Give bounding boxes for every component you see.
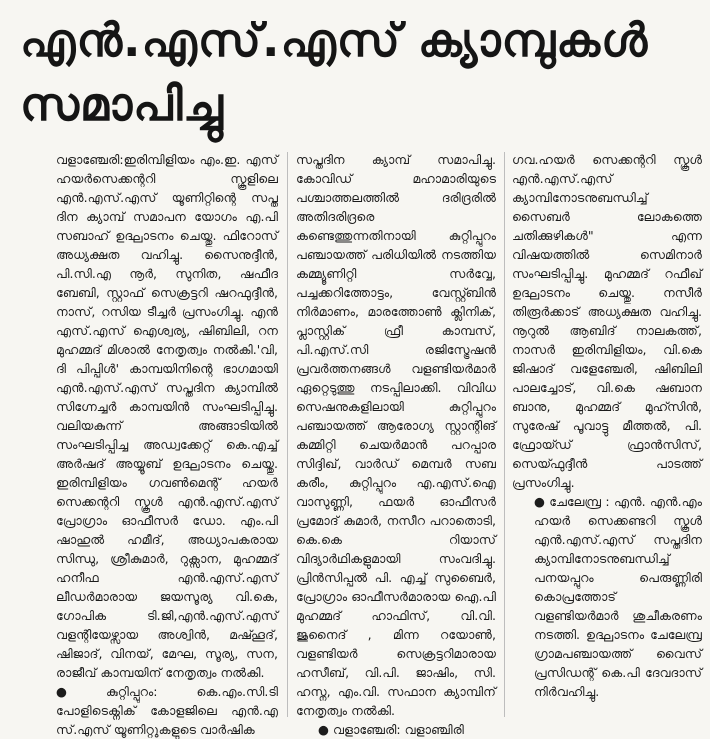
paragraph-valanchery-2 — [296, 720, 496, 739]
headline-line-2: സമാപിച്ചു — [20, 77, 224, 131]
paragraph-kuttippuram-text: കുറ്റിപ്പുറം: കെ.എം.സി.ടി പോളിടെക്നിക് കോളജിലെ എൻ.എ സ്.എസ് യൂണിറ്റുകളുടെ വാർഷിക — [56, 684, 278, 737]
bullet-icon: ● — [534, 494, 546, 509]
bullet-icon: ● — [56, 684, 102, 699]
paragraph-valanchery: വളാഞ്ചേരി:ഇരിമ്പിളിയം എം.ഇ. എസ് ഹയർസെക്കന്ററി സ്കൂളിലെ എൻ.എസ്.എസ് യൂണിറ്റിന്റെ സപ്ത ദിന ക്യാമ്പ് സമാപന യോഗം എ.പി സബാഹ് ഉദ്ഘാടനം ചെയ്തു. ഫിറോസ് അധ്യക്ഷത വഹിച്ചു. സൈനുദ്ദീൻ, പി.സി.എ നൂർ, സുനിത, ഷഫീദ ബേബി, സ്റ്റാഫ് സെക്രട്ടറി ഷറഫുദ്ദീൻ, നാസ്, റസിയ ടീച്ചർ പ്രസംഗിച്ചു. എൻ എസ്.എസ് ഐശ്വര്യ, ഷിബിലി, റന മുഹമ്മദ് മിശാൽ നേതൃത്വം നൽകി.'വി, ദി പിപ്പിൾ' കാമ്പയിനിന്റെ ഭാഗമായി എൻ.എസ്.എസ് സപ്തദിന ക്യാമ്പിൽ സിഗ്നേച്ചർ കാമ്പയിൻ സംഘടിപ്പിച്ചു. വലിയകുന്ന് അങ്ങാടിയിൽ സംഘടിപ്പിച്ച അഡ്വക്കേറ്റ് കെ.എച്ച് അർഷദ് അയ്യൂബ് ഉദ്ഘാടനം ചെയ്തു. ഇരിമ്പിളിയം ഗവൺമെന്റ് ഹയർ സെക്കന്ററി സ്കൂൾ എൻ.എസ്.എസ് പ്രോഗ്രാം ഓഫീസർ ഡോ. എം.പി ഷാഹുൽ ഹമീദ്, അധ്യാപകരായ സിന്ധു, ശ്രീകുമാർ, റുക്സാന, മുഹമ്മദ് ഹനീഫ എൻ.എസ്.എസ് ലീഡർമാരായ ജയസൂര്യ വി.കെ, ഗോപിക ടി.ജി,എൻ.എസ്.എസ് വളന്റിയേഴ്സായ അശ്വിൻ, മഷ്ഹൂദ്, ഷിജാദ്, വിനയ്, മേഘ, സൂര്യ, സന, രാജീവ് കാമ്പയിന് നേതൃത്വം നൽകി. — [56, 152, 278, 680]
column-divider — [504, 152, 505, 717]
paragraph-valanchery-2-text: വളാഞ്ചേരി: വളാഞ്ചിരി — [333, 722, 464, 737]
column-divider — [287, 152, 288, 717]
bullet-icon: ● — [318, 722, 329, 737]
article-column-1 — [34, 150, 278, 737]
article-column-2 — [296, 150, 496, 737]
headline-line-1: എൻ.എസ്.എസ് ക്യാമ്പുകൾ — [20, 13, 649, 67]
paragraph-chelembra — [512, 492, 702, 701]
article-column-3 — [512, 150, 702, 717]
paragraph-kuttippuram — [34, 682, 278, 739]
paragraph-seminar: ഗവ.ഹയർ സെക്കന്ററി സ്കൂൾ എൻ.എസ്.എസ് ക്യാമ്പിനോടനുബന്ധിച്ച് സൈബർ ലോകത്തെ ചതിക്കുഴികൾ" എന്ന വിഷയത്തിൽ സെമിനാർ സംഘടിപ്പിച്ചു. മുഹമ്മദ് റഫീഖ് ഉദ്ഘാടനം ചെയ്തു. നസീർ തിരൂർക്കാട് അധ്യക്ഷത വഹിച്ചു. നൂറുൽ ആബിദ് നാലകത്ത്, നാസർ ഇരിമ്പിളിയം, വി.കെ ജിഷാദ് വളേഞ്ചേരി, ഷിബിലി പാലച്ചോട്, വി.കെ ഷബാന ബാനു, മുഹമ്മദ് മുഹ്സിൻ, സുരേഷ് പൂവാട്ടു മീത്തൽ, പി. ഫ്രോയ്ഡ് ഫ്രാൻസിസ്, സെയ്ഫുദ്ദീൻ പാടത്ത് പ്രസംഗിച്ചു. — [512, 152, 702, 490]
paragraph-camp-continued: സപ്തദിന ക്യാമ്പ് സമാപിച്ചു. കോവിഡ് മഹാമാരിയുടെ പശ്ചാത്തലത്തിൽ ദരിദ്രരിൽ അതിദരിദ്രരെ കണ്ടെത്തുന്നതിനായി കുറ്റിപ്പുറം പഞ്ചായത്ത് പരിധിയിൽ നടത്തിയ കമ്മ്യൂണിറ്റി സർവ്വേ, പച്ചക്കറിത്തോട്ടം, വേസ്റ്റ്ബിൻ നിർമാണം, മാരത്തോൺ ക്ലിനിക്, പ്ലാസ്റ്റിക് ഫ്രീ കാമ്പസ്, പി.എസ്.സി രജിസ്ട്രേഷൻ പ്രവർത്തനങ്ങൾ വളണ്ടിയർമാർ ഏറ്റെടുത്തു നടപ്പിലാക്കി. വിവിധ സെഷനുകളിലായി കുറ്റിപ്പുറം പഞ്ചായത്ത് ആരോഗ്യ സ്റ്റാന്റിങ് കമ്മിറ്റി ചെയർമാൻ പറപ്പാര സിദ്ദിഖ്, വാർഡ് മെമ്പർ സബ കരീം, കുറ്റിപ്പുറം എ.എസ്.ഐ വാസുണ്ണി, ഫയർ ഓഫീസർ പ്രമോദ് കുമാർ, നസീറ പറാതൊടി, കെ.കെ റിയാസ് വിദ്യാർഥികളുമായി സംവദിച്ചു. പ്രിൻസിപ്പൽ പി. എച്ച് സുബൈർ, പ്രോഗ്രാം ഓഫീസർമാരായ ഐ.പി മുഹമ്മദ് ഹാഫിസ്, വി.വി. ജുനൈദ് , മിന്ന റയോൺ, വളണ്ടിയർ സെക്രട്ടറിമാരായ ഹസീബ്, വി.പി. ജാഷിം, സി. ഹസ്ന, എം.വി. സഫാന ക്യാമ്പിന് നേതൃത്വം നൽകി. — [296, 152, 496, 718]
headline — [20, 8, 700, 136]
paragraph-chelembra-text: ചേലേമ്പ്ര : എൻ. എൻ.എം ഹയർ സെക്കണ്ടറി സ്കൂൾ എൻ.എസ്.എസ് സപ്തദിന ക്യാമ്പിനോടനുബന്ധിച്ച് പനയപ്പുറം പെരുണ്ണിരി കൊപ്രത്തോട് വളണ്ടിയർമാർ ശുചീകരണം നടത്തി. ഉദ്ഘാടനം ചേലേമ്പ്ര ഗ്രാമപഞ്ചായത്ത് വൈസ് പ്രസിഡന്റ് കെ.പി ദേവദാസ് നിർവഹിച്ചു. — [534, 494, 702, 699]
